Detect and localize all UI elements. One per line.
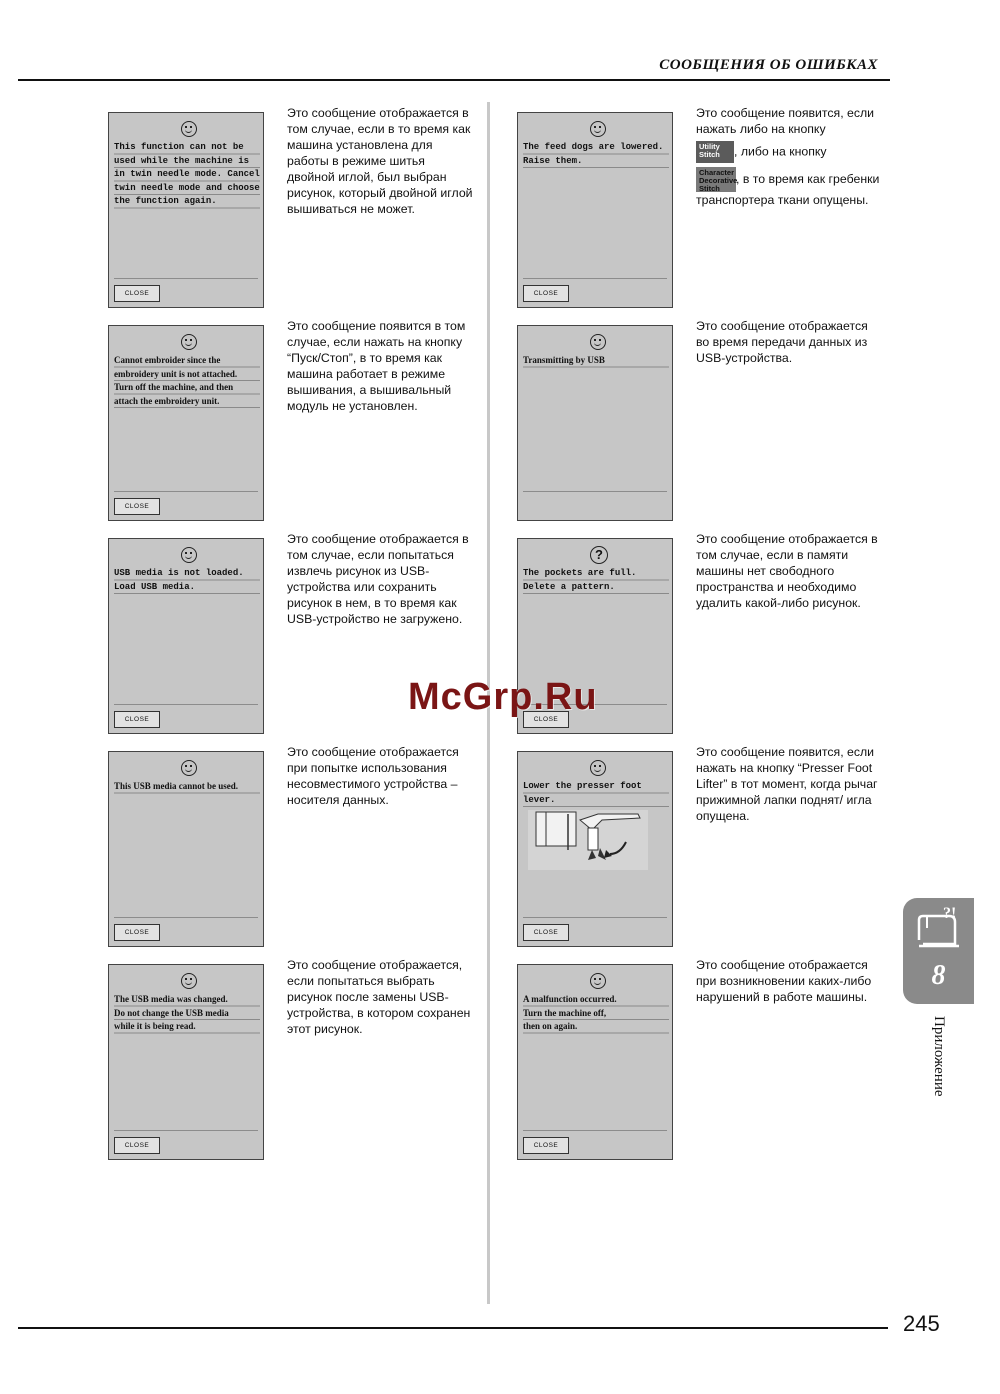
error-message: Cannot embroider since the embroidery unit is not attached. Turn off the machine, and then attach the embroidery unit. xyxy=(114,354,260,408)
face-icon xyxy=(181,760,197,776)
status-message: Transmitting by USB xyxy=(523,354,669,368)
page-number: 245 xyxy=(903,1311,940,1336)
error-message: USB media is not loaded. Load USB media. xyxy=(114,567,260,594)
close-button[interactable]: CLOSE xyxy=(114,1137,160,1154)
svg-text:?!: ?! xyxy=(943,906,957,922)
error-message: The pockets are full. Delete a pattern. xyxy=(523,567,669,594)
description: Это сообщение появится в том случае, если нажать на кнопку “Пуск/Стоп”, в то время как машина работает в режиме вышивания, а вышивальный модуль не установлен. xyxy=(287,319,466,413)
error-screen-twin-needle xyxy=(108,112,264,308)
presser-foot-lever-illustration xyxy=(528,810,648,870)
close-button[interactable]: CLOSE xyxy=(114,924,160,941)
close-button[interactable]: CLOSE xyxy=(114,285,160,302)
face-icon xyxy=(181,547,197,563)
appendix-label: Приложение xyxy=(931,1016,947,1097)
error-message: This USB media cannot be used. xyxy=(114,780,260,794)
header-rule xyxy=(18,79,890,81)
close-button[interactable]: CLOSE xyxy=(523,285,569,302)
error-screen-usb-changed xyxy=(108,964,264,1160)
close-button[interactable]: CLOSE xyxy=(523,711,569,728)
error-screen-malfunction xyxy=(517,964,673,1160)
description: Это сообщение отображается во время передачи данных из USB-устройства. xyxy=(696,319,868,365)
face-icon xyxy=(590,334,606,350)
footer-rule xyxy=(18,1327,888,1329)
sewing-machine-icon xyxy=(915,906,963,954)
error-screen-feed-dogs xyxy=(517,112,673,308)
close-button[interactable]: CLOSE xyxy=(114,711,160,728)
error-message: This function can not be used while the machine is in twin needle mode. Cancel twin needle mode and choose the function again. xyxy=(114,141,260,209)
error-screen-presser-foot xyxy=(517,751,673,947)
description: Это сообщение отображается при попытке использования несовместимого устройства – носителя данных. xyxy=(287,745,459,807)
face-icon xyxy=(590,973,606,989)
error-screen-embroidery-unit xyxy=(108,325,264,521)
character-decorative-stitch-key: Character Decorative Stitch xyxy=(696,167,736,192)
error-message: The USB media was changed. Do not change the USB media while it is being read. xyxy=(114,993,260,1034)
description: Это сообщение отображается в том случае, если в то время как машина установлена для работы в режиме шитья двойной иглой, был выбран рисунок, который двойной иглой вышиваться не может. xyxy=(287,106,473,216)
error-screen-usb-not-loaded xyxy=(108,538,264,734)
watermark: McGrp.Ru xyxy=(408,676,598,718)
error-message: Lower the presser foot lever. xyxy=(523,780,669,807)
chapter-number: 8 xyxy=(931,960,946,991)
error-message: The feed dogs are lowered. Raise them. xyxy=(523,141,669,168)
face-icon xyxy=(181,334,197,350)
face-icon xyxy=(181,121,197,137)
status-screen-transmitting-usb xyxy=(517,325,673,521)
close-button[interactable]: CLOSE xyxy=(523,1137,569,1154)
utility-stitch-key: Utility Stitch xyxy=(696,141,734,163)
chapter-tab[interactable] xyxy=(903,898,974,1004)
description: Это сообщение отображается, если попытаться выбрать рисунок после замены USB-устройства, в котором сохранен этот рисунок. xyxy=(287,958,471,1036)
description: Это сообщение появится, если нажать на кнопку “Presser Foot Lifter” в тот момент, когда рычаг прижимной лапки поднят/ игла опущена. xyxy=(696,745,878,823)
error-message: A malfunction occurred. Turn the machine off, then on again. xyxy=(523,993,669,1034)
description: Это сообщение отображается при возникновении каких-либо нарушений в работе машины. xyxy=(696,958,872,1004)
face-icon xyxy=(590,121,606,137)
face-icon xyxy=(590,760,606,776)
page-header-title: СООБЩЕНИЯ ОБ ОШИБКАХ xyxy=(659,57,878,73)
description: Это сообщение отображается в том случае, если в памяти машины нет свободного пространства и необходимо удалить какой-либо рисунок. xyxy=(696,532,878,610)
error-screen-usb-cannot-be-used xyxy=(108,751,264,947)
question-mark-icon: ? xyxy=(590,546,608,564)
close-button[interactable]: CLOSE xyxy=(523,924,569,941)
description: Это сообщение отображается в том случае, если попытаться извлечь рисунок из USB-устройства или сохранить рисунок в нем, в то время как USB-устройство не загружено. xyxy=(287,532,469,626)
description: Это сообщение появится, если нажать либо на кнопку Utility Stitch , либо на кнопку Character Decorative Stitch, в то время как гребенки транспортера ткани опущены. xyxy=(696,106,880,207)
close-button[interactable]: CLOSE xyxy=(114,498,160,515)
face-icon xyxy=(181,973,197,989)
